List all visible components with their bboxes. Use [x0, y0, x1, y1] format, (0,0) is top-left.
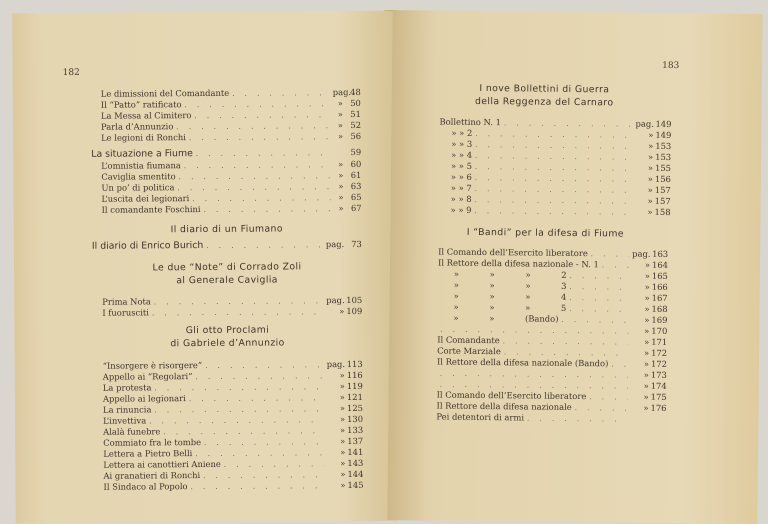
toc-entry: » » 2 . . . » 149 — [439, 128, 671, 141]
toc-entry: Il comandante Foschini . . . » 67 — [102, 203, 362, 216]
toc-entry: Il Rettore della difesa nazionale . . . » 176 — [436, 401, 666, 414]
toc-entry: Corte Marziale . . . » 172 — [437, 346, 667, 359]
toc-entry: Caviglia smentito . . . » 61 — [101, 170, 361, 183]
page-number: 183 — [662, 60, 680, 72]
toc-section-entry: La situazione a Fiume . . . 59 — [91, 147, 361, 160]
toc-entry: Prima Nota . . . pag. 105 — [102, 295, 362, 308]
toc-entry: Il Sindaco al Popolo . . . » 145 — [103, 480, 363, 493]
toc-entry: » » » 5 . . . » 168 — [438, 302, 668, 315]
right-page — [387, 10, 762, 524]
toc-entry: L’omnistia fiumana . . . » 60 — [101, 159, 361, 172]
toc-entry: Appello ai legionari . . . » 121 — [103, 392, 363, 405]
toc-entry: . . . » 170 — [437, 324, 667, 337]
toc-entry: La protesta . . . » 119 — [103, 381, 363, 394]
toc-entry: » » » 3 . . . » 166 — [438, 280, 668, 293]
toc-entry: Il Comandante . . . » 171 — [437, 335, 667, 348]
toc-entry: . . . » 174 — [437, 379, 667, 392]
section-heading: della Reggenza del Carnaro — [474, 95, 614, 109]
toc-entry: » » (Bando) . . . » 169 — [437, 313, 667, 326]
toc-entry: Bollettino N. 1 . . . pag. 149 — [439, 117, 671, 130]
section-heading: al Generale Caviglia — [176, 274, 278, 287]
toc-entry: I fuorusciti . . . » 109 — [102, 306, 362, 319]
toc-entry: Alalà funebre . . . » 133 — [103, 425, 363, 438]
toc-entry: Pei detentori di armi . . . — [436, 412, 666, 425]
section-heading: Gli otto Proclami — [185, 324, 270, 337]
toc-entry: Il Rettore della difesa nazionale (Bando) . . . » 172 — [437, 357, 667, 370]
toc-entry: » » 5 . . . » 155 — [439, 161, 671, 174]
toc-entry: Un po’ di politica . . . » 63 — [101, 181, 361, 194]
toc-entry: Commiato fra le tombe . . . » 137 — [103, 436, 363, 449]
toc-entry: » » » 4 . . . » 167 — [438, 291, 668, 304]
toc-entry: Ai granatieri di Ronchi . . . » 144 — [103, 469, 363, 482]
toc-entry: La rinuncia . . . » 125 — [103, 403, 363, 416]
section-heading: I “Bandi” per la difesa di Fiume — [466, 226, 625, 240]
toc-entry: » » 8 . . . » 157 — [439, 194, 671, 207]
toc-entry: » » 9 . . . » 158 — [439, 205, 671, 218]
toc-entry: . . . » 173 — [437, 368, 667, 381]
left-page — [12, 11, 398, 524]
toc-entry: » » 3 . . . » 153 — [439, 139, 671, 152]
toc-entry: Il Rettore della difesa nazionale - N. 1 . . . » 164 — [438, 258, 668, 271]
toc-entry: Lettera a Pietro Belli . . . » 141 — [103, 447, 363, 460]
toc-entry: Il Comando dell’Esercito liberatore . . . » 175 — [437, 390, 667, 403]
toc-entry: L’invettiva . . . » 130 — [103, 414, 363, 427]
toc-entry: » » 4 . . . » 153 — [439, 150, 671, 163]
toc-entry: La Messa al Cimitero . . . » 51 — [101, 109, 361, 122]
section-heading: Le due “Note” di Corrado Zoli — [152, 261, 302, 274]
toc-entry: » » 7 . . . » 157 — [439, 183, 671, 196]
page-number: 182 — [62, 67, 80, 78]
toc-entry: Parla d’Annunzio . . . » 52 — [101, 120, 361, 133]
section-heading: di Gabriele d’Annunzio — [170, 337, 285, 350]
toc-entry: Appello ai “Regolari” . . . » 116 — [103, 370, 363, 383]
toc-entry: » » 6 . . . » 156 — [439, 172, 671, 185]
toc-entry: » » » 2 . . . » 165 — [438, 269, 668, 282]
toc-entry: Le dimissioni del Comandante . . . pag. 48 — [101, 87, 361, 100]
toc-entry: Il Comando dell’Esercito liberatore . . . pag. 163 — [438, 247, 668, 260]
section-heading: I nove Bollettini di Guerra — [479, 82, 610, 96]
toc-section-entry: Il diario di Enrico Burich . . . pag. 73 — [92, 239, 362, 252]
toc-entry: “Insorgere è risorgere” . . . pag. 113 — [103, 359, 363, 372]
toc-entry: Il “Patto” ratificato . . . » 50 — [101, 98, 361, 111]
toc-entry: L’uscita dei legionari . . . » 65 — [101, 192, 361, 205]
section-heading: Il diario di un Fiumano — [170, 223, 283, 236]
toc-entry: Le legioni di Ronchi . . . » 56 — [101, 131, 361, 144]
toc-entry: Lettera ai canottieri Aniene . . . » 143 — [103, 458, 363, 471]
